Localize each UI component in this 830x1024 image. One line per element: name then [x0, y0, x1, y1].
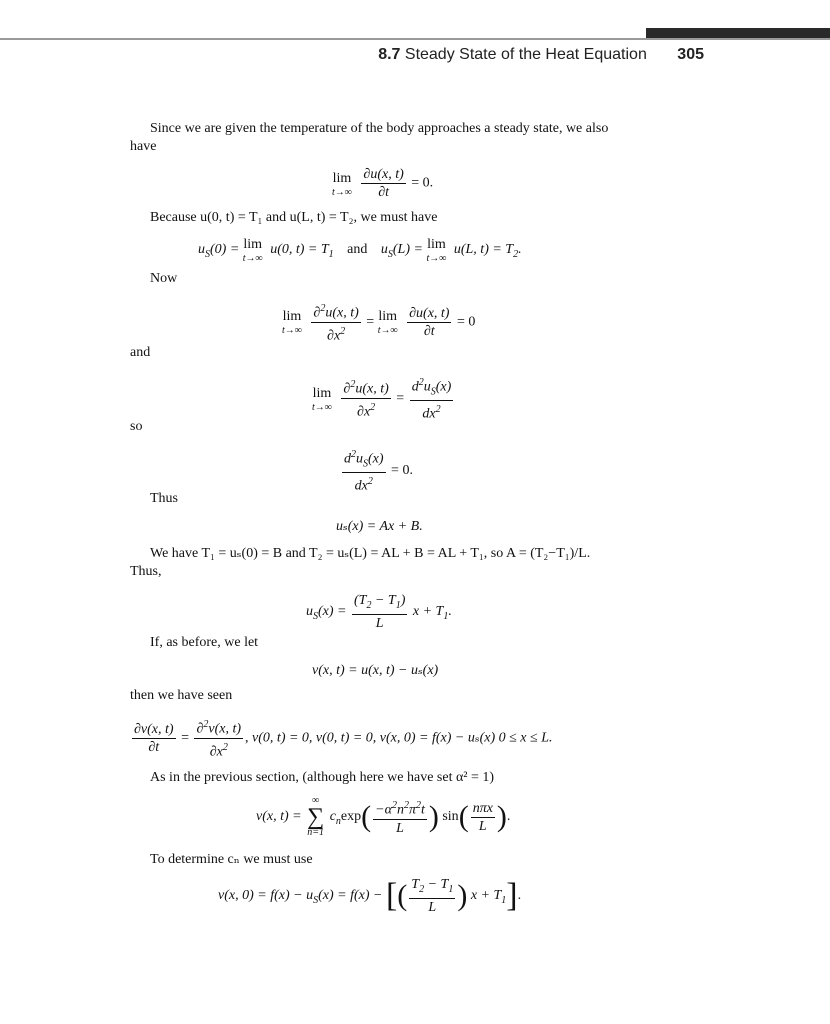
- equation-series-solution: v(x, t) = ∞ ∑ n=1 $c_n\exp$( $\frac{-\alpha^2n^2\pi^2t}{L}$ ) sin( $\frac{\text{nπx}}{L}$ ).: [256, 795, 511, 838]
- paragraph-intro: Since we are given the temperature of the body approaches a steady state, we also: [150, 121, 609, 136]
- equation-linear-solution: uₛ(x) = Ax + B.: [336, 519, 423, 534]
- label-thus: Thus: [150, 491, 178, 506]
- equation-steady-ode: $\frac{d^2u_S(x)}{dx^2}$ = 0.: [340, 446, 413, 495]
- section-title: Steady State of the Heat Equation: [404, 46, 647, 63]
- label-and: and: [130, 345, 151, 360]
- paragraph-previous-section: As in the previous section, (although here we have set α² = 1): [150, 770, 495, 785]
- running-header: [378, 46, 704, 64]
- equation-limit-time-derivative: lim t→∞ $\frac{\partial u(x, t)}{\partial t}$ = 0.: [332, 167, 434, 200]
- label-now: Now: [150, 271, 178, 286]
- equation-v-problem: $\frac{\partial v(x, t)}{\partial t}$ = $\frac{\partial^2v(x, t)}{\partial x^2}$ , v(0, t) = 0, v(0, t) = 0, v(x, 0) = f(x) − uₛ(x) 0 ≤ x ≤ L.: [130, 716, 553, 760]
- paragraph-boundary: Because u(0, t) = T₁ and u(L, t) = T₂, we must have: [150, 210, 438, 225]
- paragraph-seen: then we have seen: [130, 688, 233, 703]
- paragraph-constants: We have T₁ = uₛ(0) = B and T₂ = uₛ(L) = AL + B = AL + T₁, so A = (T₂−T₁)/L.: [150, 546, 591, 561]
- section-number: 8.7: [378, 46, 401, 63]
- label-thus-comma: Thus,: [130, 564, 162, 579]
- equation-initial-condition: v(x, $0) = f(x) - u_S(x) = f(x)$ − [( $\frac{T_2 - T_1}{L}$ ) $x + T_1$].: [218, 876, 522, 915]
- equation-steady-state-solution: $u_S(x)$ = $\frac{(T_2 - T_1)}{L}$ $x + T_1$.: [306, 593, 452, 631]
- paragraph-intro-cont: have: [130, 139, 157, 154]
- page-number: 305: [677, 46, 704, 63]
- equation-boundary-limits: $u_S(0)$ = lim t→∞ u(0, $t) = T_1$ and $u_S(L)$ = lim t→∞ u(L, $t) = T_2$.: [198, 237, 522, 264]
- paragraph-determine: To determine cₙ we must use: [150, 852, 313, 867]
- paragraph-let: If, as before, we let: [150, 635, 259, 650]
- equation-second-derivative-limit: lim t→∞ $\frac{\partial^2u(x, t)}{\partial x^2}$ = lim t→∞ $\frac{\partial u(x, t)}{\partial t}$ = 0: [282, 300, 475, 344]
- header-rule: [0, 38, 830, 40]
- equation-limit-steady: lim t→∞ $\frac{\partial^2u(x, t)}{\partial x^2}$ = $\frac{d^2u_S(x)}{dx^2}$: [312, 374, 455, 423]
- equation-v-definition: v(x, t) = u(x, t) − uₛ(x): [312, 663, 439, 678]
- label-so: so: [130, 419, 143, 434]
